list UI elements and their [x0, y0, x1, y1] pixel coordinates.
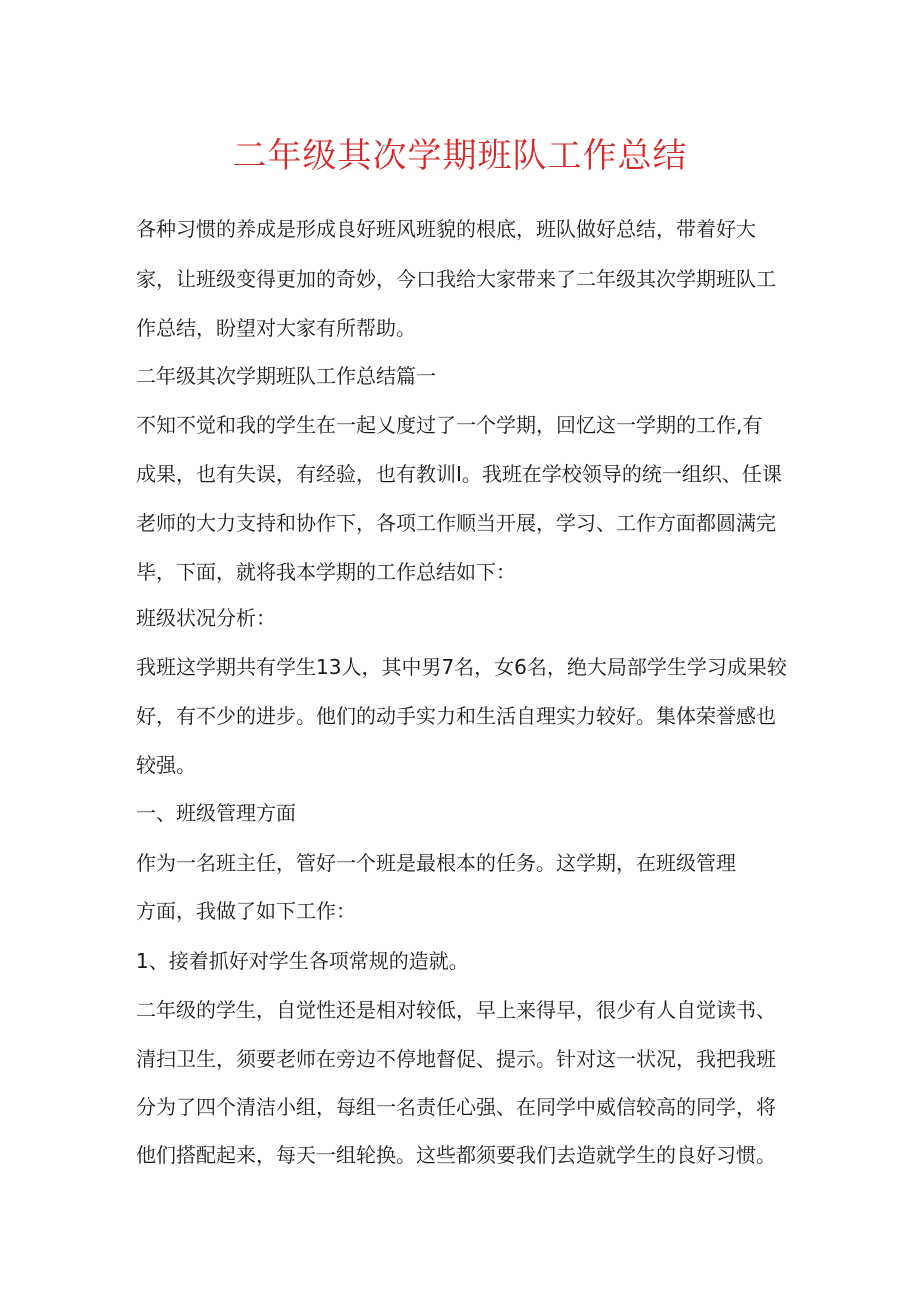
paragraph-line: 毕，下面，就将我本学期的工作总结如下：	[136, 560, 516, 584]
paragraph-line: 分为了四个清洁小组，每组一名责任心强、在同学中威信较高的同学，将	[136, 1095, 776, 1119]
paragraph-line: 较强。	[136, 753, 196, 777]
paragraph-line: 作总结，盼望对大家有所帮助。	[136, 316, 416, 340]
paragraph-line: 好，有不少的进步。他们的动手实力和生活自理实力较好。集体荣誉感也	[136, 704, 776, 728]
paragraph-line: 家，让班级变得更加的奇妙，今口我给大家带来了二年级其次学期班队工	[136, 267, 776, 291]
paragraph-line: 方面，我做了如下工作：	[136, 899, 356, 923]
list-item: 1、接着抓好对学生各项常规的造就。	[136, 949, 469, 973]
paragraph-line: 各种习惯的养成是形成良好班风班貌的根底，班队做好总结，带着好大	[136, 217, 756, 241]
paragraph-line: 成果，也有失误，有经验，也有教训I。我班在学校领导的统一组织、任课	[136, 462, 782, 486]
section-heading: 一、班级管理方面	[136, 801, 296, 825]
section-heading: 二年级其次学期班队工作总结篇一	[136, 364, 436, 388]
paragraph-line: 清扫卫生，须要老师在旁边不停地督促、提示。针对这一状况，我把我班	[136, 1047, 776, 1071]
section-heading: 班级状况分析：	[136, 606, 276, 630]
paragraph-line: 不知不觉和我的学生在一起乂度过了一个学期，回忆这一学期的工作,有	[136, 413, 763, 437]
paragraph-line: 二年级的学生，自觉性还是相对较低，早上来得早，很少有人自觉读书、	[136, 998, 776, 1022]
document-title: 二年级其次学期班队工作总结	[232, 136, 688, 176]
paragraph-line: 我班这学期共有学生13人，其中男7名，女6名，绝大局部学生学习成果较	[136, 655, 787, 679]
paragraph-line: 作为一名班主任，管好一个班是最根本的任务。这学期，在班级管理	[136, 851, 736, 875]
paragraph-line: 他们搭配起来，每天一组轮换。这些都须要我们去造就学生的良好习惯。	[136, 1143, 776, 1167]
paragraph-line: 老师的大力支持和协作下，各项工作顺当开展，学习、工作方面都圆满完	[136, 511, 776, 535]
